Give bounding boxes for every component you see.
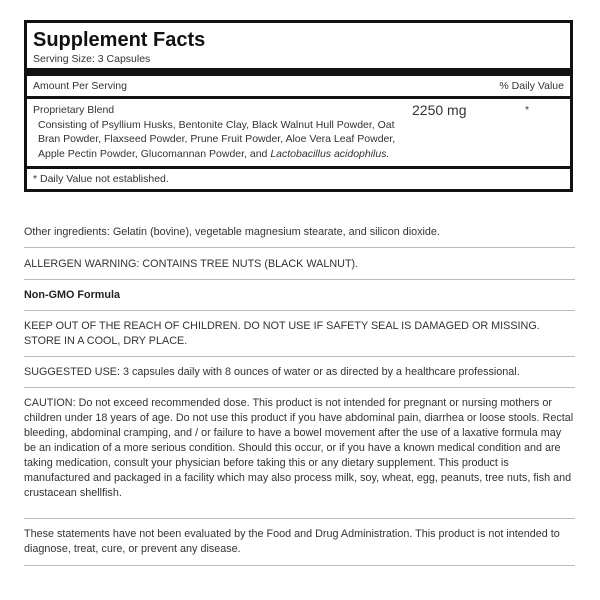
blend-description <box>33 118 418 162</box>
suggested-use: SUGGESTED USE: 3 capsules daily with 8 ounces of water or as directed by a healthcare professional. <box>24 366 520 378</box>
amount-header-row <box>27 76 570 99</box>
divider <box>24 518 575 519</box>
blend-name: Proprietary Blend <box>33 104 115 116</box>
allergen-warning: ALLERGEN WARNING: CONTAINS TREE NUTS (BLACK WALNUT). <box>24 258 359 270</box>
divider <box>24 565 575 566</box>
keep-out-warning: KEEP OUT OF THE REACH OF CHILDREN. DO NOT USE IF SAFETY SEAL IS DAMAGED OR MISSING. STORE IN A COOL, DRY PLACE. <box>24 320 540 347</box>
fda-statement: These statements have not been evaluated by the Food and Drug Administration. This product is not intended to diagnose, treat, cure, or prevent any disease. <box>24 528 560 555</box>
non-gmo-label: Non-GMO Formula <box>24 289 120 301</box>
serving-size: Serving Size: 3 Capsules <box>27 51 570 76</box>
divider <box>24 247 575 248</box>
supplement-facts-title: Supplement Facts <box>33 29 206 51</box>
caution-text: CAUTION: Do not exceed recommended dose. This product is not intended for pregnant or nursing mothers or children under 18 years of age. Do not use this product if you have abdominal pain, diarrhea or loose stools. Rectal bleeding, abdominal cramping, and / or failure to have a bowel movement after the use of a laxative formula may be an indication of a more serious condition. Should this occur, or if you have a known medical condition and are taking medication, consult your physician before taking this or any dietary supplement. This product is manufactured and packaged in a facility which may also process milk, soy, wheat, egg, peanuts, tree nuts, fish and crustacean shellfish. <box>24 397 574 499</box>
other-ingredients: Other ingredients: Gelatin (bovine), vegetable magnesium stearate, and silicon dioxide. <box>24 226 440 238</box>
divider <box>24 387 575 388</box>
blend-amount: 2250 mg <box>412 102 467 118</box>
blend-description-italic: Lactobacillus acidophilus. <box>270 147 390 160</box>
daily-value-footnote: * Daily Value not established. <box>33 173 169 185</box>
amount-per-serving-label: Amount Per Serving <box>33 80 127 92</box>
divider <box>24 310 575 311</box>
supplement-facts-panel <box>24 20 573 192</box>
divider <box>24 279 575 280</box>
proprietary-blend-row <box>27 99 570 169</box>
blend-daily-value: * <box>525 104 530 116</box>
blend-description-text: Consisting of Psyllium Husks, Bentonite Clay, Black Walnut Hull Powder, Oat Bran Powder, Flaxseed Powder, Prune Fruit Powder, Aloe Vera Leaf Powder, Apple Pectin Powder, Glucomannan Powder, and <box>38 118 396 160</box>
daily-value-label: % Daily Value <box>499 80 564 92</box>
divider <box>24 356 575 357</box>
